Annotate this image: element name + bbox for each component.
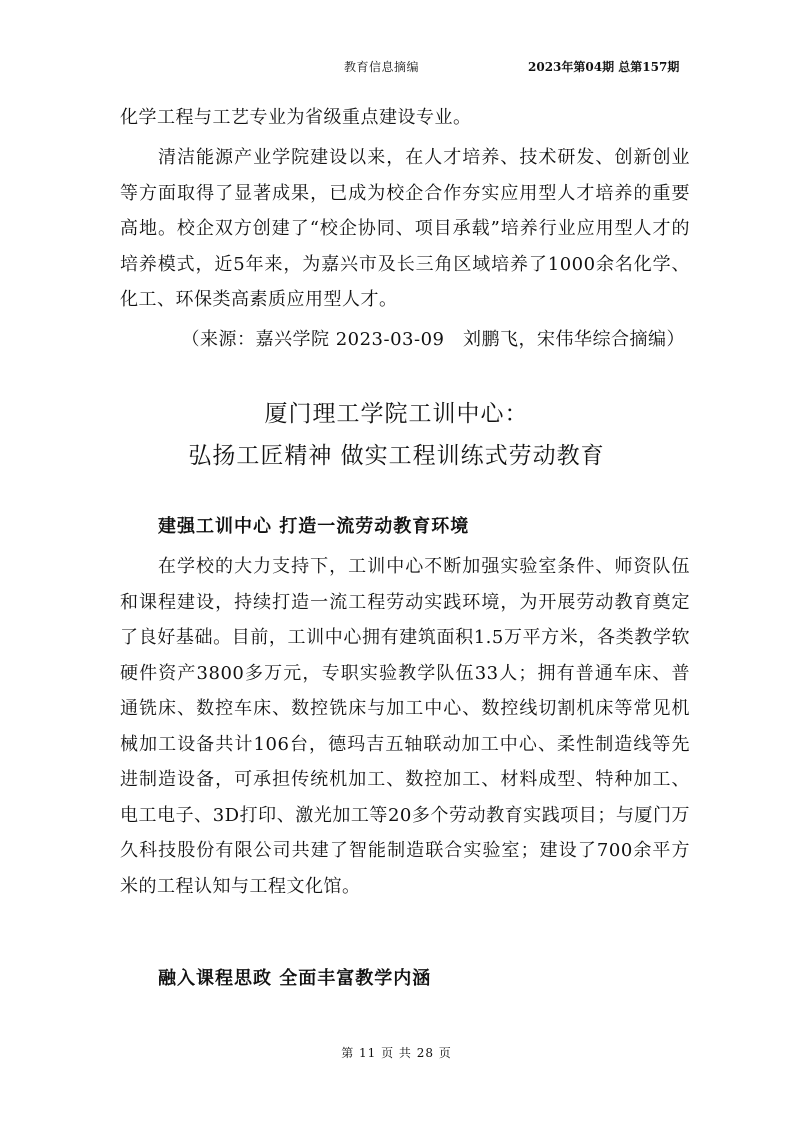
issue-info: 2023年第04期 总第157期 <box>528 60 680 74</box>
article-title-line2: 弘扬工匠精神 做实工程训练式劳动教育 <box>188 443 605 469</box>
section-heading-1: 建强工训中心 打造一流劳动教育环境 <box>158 516 470 537</box>
article-title-line1: 厦门理工学院工训中心： <box>264 401 529 427</box>
journal-name: 教育信息摘编 <box>344 60 420 74</box>
source-citation: （来源：嘉兴学院 2023-03-09 刘鹏飞，宋伟华综合摘编） <box>181 329 685 350</box>
page-footer: 第 11 页 共 28 页 <box>341 1046 452 1060</box>
paragraph-clean-energy: 清洁能源产业学院建设以来，在人才培养、技术研发、创新创业等方面取得了显著成果，已成为校企合作夯实应用型人才培养的重要高地。校企双方创建了“校企协同、项目承载”培养行业应用型人才的培养模式，近5年来，为嘉兴市及长三角区域培养了1000余名化学、化工、环保类高素质应用型人才。 <box>120 147 690 310</box>
section-1-paragraph: 在学校的大力支持下，工训中心不断加强实验室条件、师资队伍和课程建设，持续打造一流工程劳动实践环境，为开展劳动教育奠定了良好基础。目前，工训中心拥有建筑面积1.5万平方米，各类教学软硬件资产3800多万元，专职实验教学队伍33人；拥有普通车床、普通铣床、数控车床、数控铣床与加工中心、数控线切割机床等常见机械加工设备共计106台，德玛吉五轴联动加工中心、柔性制造线等先进制造设备，可承担传统机加工、数控加工、材料成型、特种加工、电工电子、3D打印、激光加工等20多个劳动教育实践项目；与厦门万久科技股份有限公司共建了智能制造联合实验室；建设了700余平方米的工程认知与工程文化馆。 <box>120 556 690 897</box>
paragraph-continuation: 化学工程与工艺专业为省级重点建设专业。 <box>120 107 472 128</box>
section-heading-2: 融入课程思政 全面丰富教学内涵 <box>158 968 432 989</box>
